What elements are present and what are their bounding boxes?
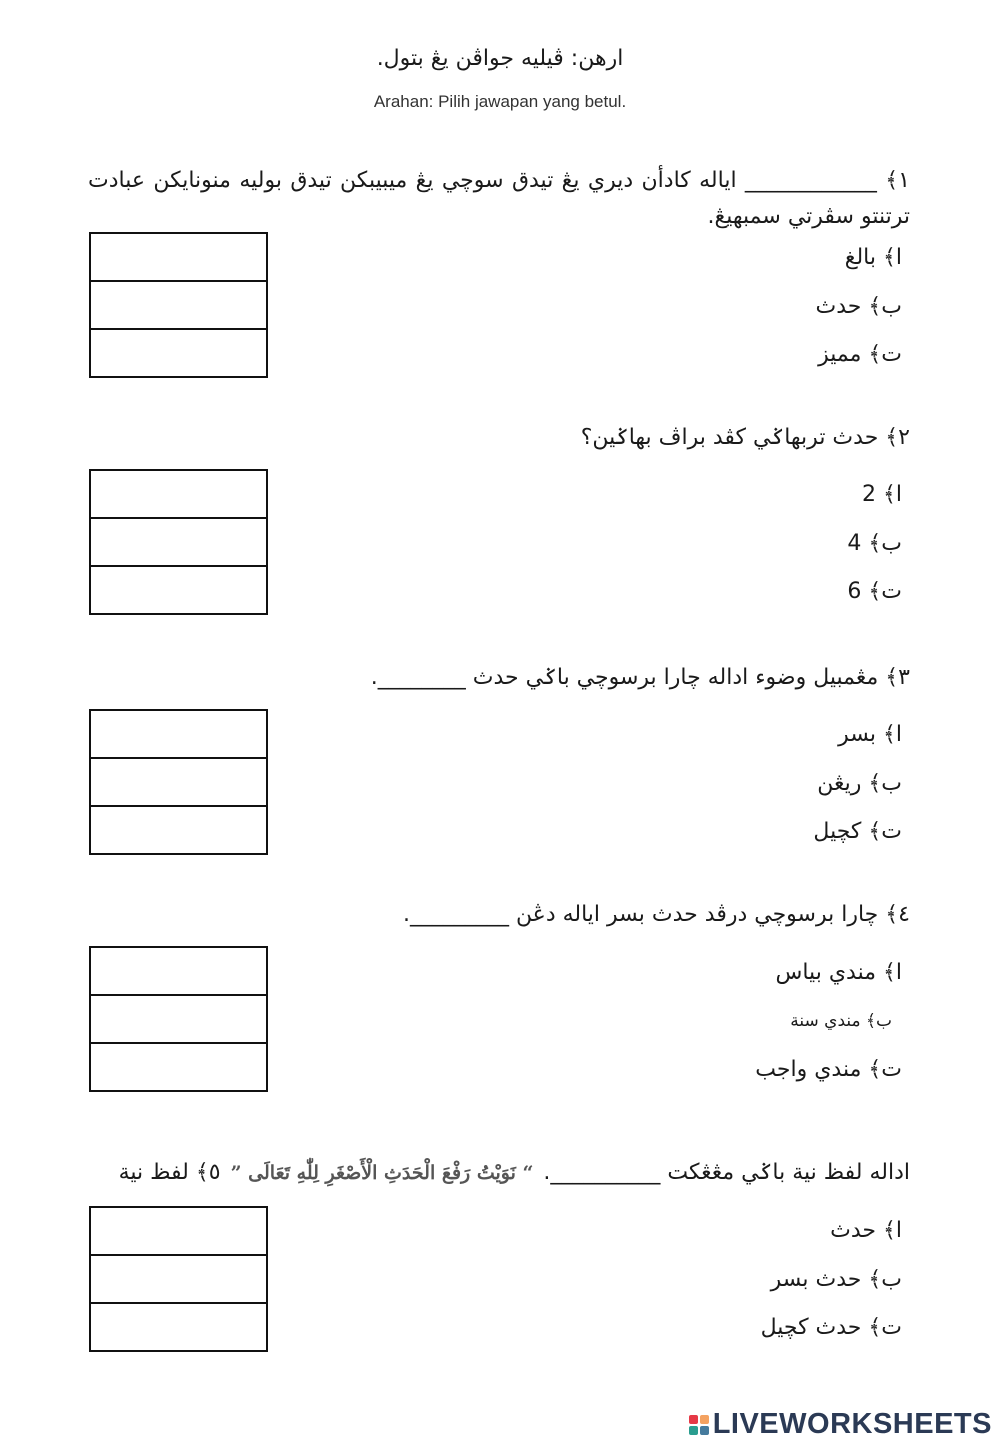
question-3-option-a: ا﴾ بسر [838, 722, 902, 747]
question-2-option-c: ت﴾ 6 [847, 579, 902, 604]
question-5-option-a: ا﴾ حدث [830, 1218, 902, 1243]
question-3-option-b: ب﴾ ريڠن [817, 771, 902, 796]
question-2-answer-b[interactable] [91, 519, 266, 567]
question-5-answer-a[interactable] [91, 1208, 266, 1256]
question-2-text: ٢﴾ حدث تربهاݢي كڤد براڤ بهاݢين؟ [580, 425, 910, 450]
logo-square-2 [700, 1415, 709, 1424]
question-1-answer-b[interactable] [91, 282, 266, 330]
question-3-answer-b[interactable] [91, 759, 266, 807]
question-1-text: ١﴾ ____________ اياله كادأن ديري يڠ تيدق سوچي يڠ ميبيبكن تيدق بوليه منونايكن عبادت ترتنتو سڤرتي سمبهيڠ. [88, 168, 910, 229]
question-2-option-a: ا﴾ 2 [862, 482, 902, 507]
question-3-answer-a[interactable] [91, 711, 266, 759]
question-4-answer-a[interactable] [91, 948, 266, 996]
question-2-answer-a[interactable] [91, 471, 266, 519]
liveworksheets-logo-icon [689, 1415, 709, 1435]
question-4-answer-c[interactable] [91, 1044, 266, 1090]
question-1-answer-c[interactable] [91, 330, 266, 376]
question-4-answer-b[interactable] [91, 996, 266, 1044]
question-5-option-b: ب﴾ حدث بسر [770, 1267, 902, 1292]
question-1-answer-boxes [89, 232, 268, 378]
question-5-suffix: اداله لفظ نية باݢي مڠڠكت __________. [543, 1160, 910, 1185]
liveworksheets-brand[interactable] [689, 1408, 992, 1441]
question-3-answer-boxes [89, 709, 268, 855]
question-3-option-c: ت﴾ کچيل [813, 819, 902, 844]
logo-square-4 [700, 1426, 709, 1435]
instruction-jawi: ارهن: ڤيليه جواڤن يڠ بتول. [376, 46, 624, 71]
question-1-option-a: ا﴾ بالغ [844, 245, 902, 270]
question-3-text: ٣﴾ مڠمبيل وضوء اداله چارا برسوچي باݢي حدث ________. [370, 665, 910, 690]
liveworksheets-wordmark: LIVEWORKSHEETS [712, 1408, 992, 1440]
question-4-option-a: ا﴾ مندي بياس [775, 960, 902, 985]
question-1-answer-a[interactable] [91, 234, 266, 282]
question-4-option-b: ب﴾ مندي سنة [790, 1011, 892, 1031]
logo-square-1 [689, 1415, 698, 1424]
question-1-option-c: ت﴾ مميز [818, 342, 902, 367]
question-5-answer-b[interactable] [91, 1256, 266, 1304]
question-2-option-b: ب﴾ 4 [847, 531, 902, 556]
question-4-answer-boxes [89, 946, 268, 1092]
question-2-answer-c[interactable] [91, 567, 266, 613]
question-5-niyyah-text: “ نَوَيْتُ رَفْعَ الْحَدَثِ الْأَصْغَرِ لِلّٰهِ تَعَالَى ” [230, 1162, 534, 1184]
instruction-rumi: Arahan: Pilih jawapan yang betul. [373, 92, 627, 111]
question-5-answer-c[interactable] [91, 1304, 266, 1350]
question-2-answer-boxes [89, 469, 268, 615]
question-3-answer-c[interactable] [91, 807, 266, 853]
question-5-option-c: ت﴾ حدث کچيل [760, 1315, 902, 1340]
question-1-option-b: ب﴾ حدث [815, 294, 902, 319]
question-5-text [119, 1155, 910, 1191]
question-4-text: ٤﴾ چارا برسوچي درڤد حدث بسر اياله دڠن _________. [402, 902, 910, 927]
question-5-prefix: ٥﴾ لفظ نية [118, 1160, 221, 1185]
question-5-answer-boxes [89, 1206, 268, 1352]
question-4-option-c: ت﴾ مندي واجب [755, 1057, 902, 1082]
logo-square-3 [689, 1426, 698, 1435]
